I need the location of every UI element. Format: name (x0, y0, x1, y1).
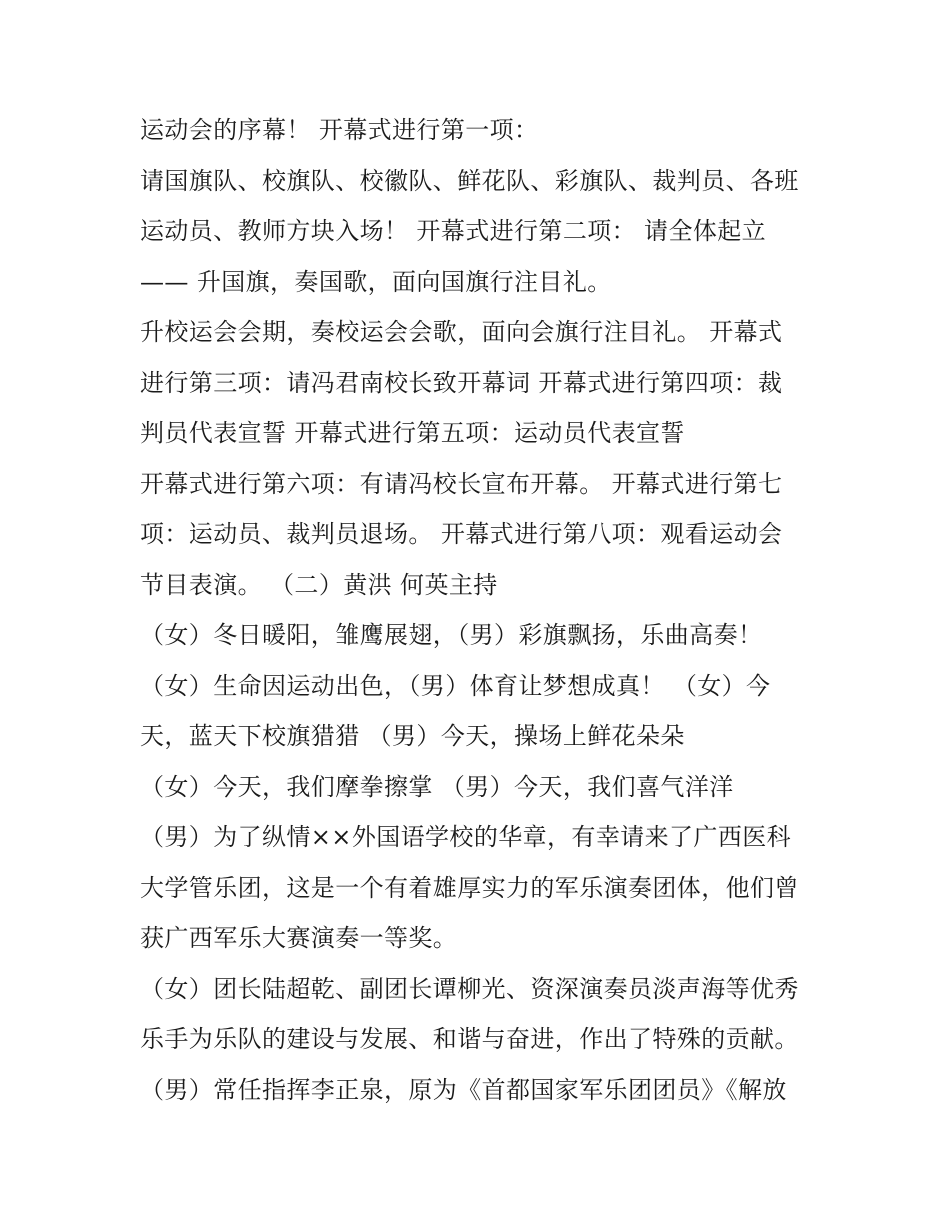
text-line: 判员代表宣誓 开幕式进行第五项：运动员代表宣誓 (140, 419, 685, 447)
text-line: —— 升国旗，奏国歌，面向国旗行注目礼。 (140, 267, 612, 296)
text-line: 天，蓝天下校旗猎猎 （男）今天，操场上鲜花朵朵 (140, 722, 685, 750)
text-line: （女）生命因运动出色，（男）体育让梦想成真！ （女）今 (140, 671, 771, 700)
text-line: （男）为了纵情××外国语学校的华章，有幸请来了广西医科 (140, 823, 792, 851)
text-line: 运动员、教师方块入场！ 开幕式进行第二项： 请全体起立 (140, 217, 767, 245)
text-line: （女）冬日暖阳，雏鹰展翅，（男）彩旗飘扬，乐曲高奏！ (140, 621, 763, 649)
text-line: （男）常任指挥李正泉，原为《首都国家军乐团团员》《解放 (140, 1075, 787, 1104)
text-line: 乐手为乐队的建设与发展、和谐与奋进，作出了特殊的贡献。 (140, 1025, 799, 1053)
text-line: 节目表演。 （二）黄洪 何英主持 (140, 570, 498, 599)
text-line: 请国旗队、校旗队、校徽队、鲜花队、彩旗队、裁判员、各班 (140, 166, 799, 195)
text-line: 大学管乐团，这是一个有着雄厚实力的军乐演奏团体，他们曾 (140, 873, 799, 902)
text-line: 进行第三项：请冯君南校长致开幕词 开幕式进行第四项：裁 (140, 368, 783, 397)
text-line: 运动会的序幕！ 开幕式进行第一项： (140, 116, 539, 144)
text-line: 升校运会会期，奏校运会会歌，面向会旗行注目礼。 开幕式 (140, 318, 783, 346)
text-line: 获广西军乐大赛演奏一等奖。 (140, 924, 458, 952)
text-line: 项：运动员、裁判员退场。 开幕式进行第八项：观看运动会 (140, 520, 783, 548)
text-line: （女）今天，我们摩拳擦掌 （男）今天，我们喜气洋洋 (140, 772, 734, 801)
text-line: （女）团长陆超乾、副团长谭柳光、资深演奏员淡声海等优秀 (140, 974, 799, 1003)
text-line: 开幕式进行第六项：有请冯校长宣布开幕。 开幕式进行第七 (140, 469, 783, 498)
